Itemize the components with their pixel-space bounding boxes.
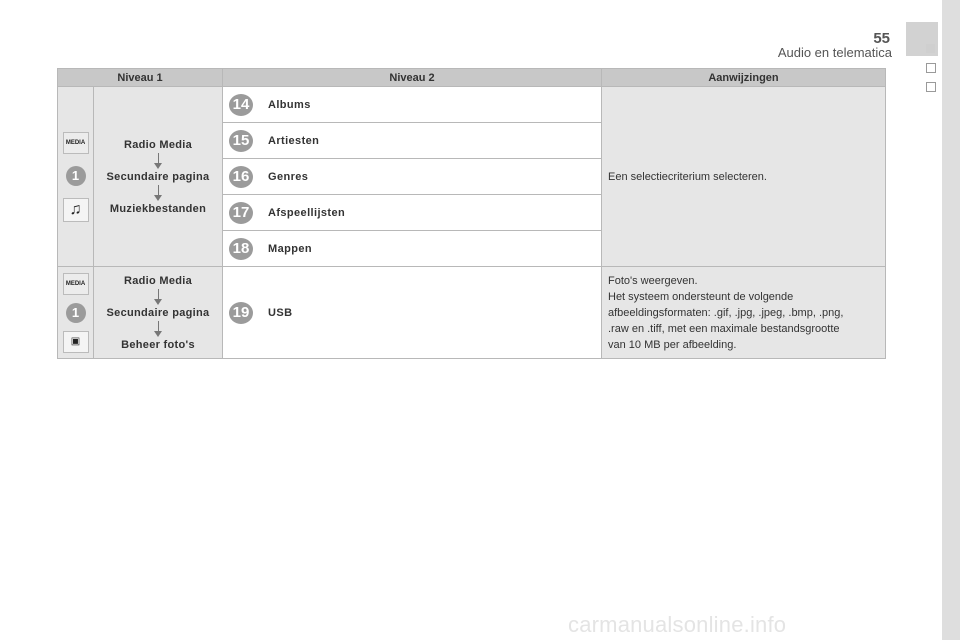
header-row xyxy=(58,69,886,87)
arrow-down-icon xyxy=(94,184,222,202)
table-row xyxy=(58,87,886,123)
item-number-badge: 15 xyxy=(229,130,253,152)
level2-item xyxy=(223,267,602,359)
section-title: Audio en telematica xyxy=(777,45,892,60)
hint-line: afbeeldingsformaten: .gif, .jpg, .jpeg, .bmp, .png, xyxy=(608,306,844,319)
music-note-icon: ♫ xyxy=(63,198,89,222)
page-edge-strip xyxy=(942,0,960,640)
arrow-down-icon xyxy=(94,152,222,170)
path-step: Radio Media xyxy=(123,138,193,151)
level1-path xyxy=(94,267,223,359)
col-header-level1: Niveau 1 xyxy=(58,69,223,87)
level2-label: Genres xyxy=(268,171,309,183)
level1-icons xyxy=(58,267,94,359)
hint-line: Foto's weergeven. xyxy=(608,274,698,287)
level1-icons xyxy=(58,87,94,267)
path-step: Secundaire pagina xyxy=(106,306,210,319)
level2-item xyxy=(223,123,602,159)
media-button-icon: MEDIA xyxy=(63,132,89,154)
item-number-badge: 17 xyxy=(229,202,253,224)
step-number-icon: 1 xyxy=(66,303,86,323)
item-number-badge: 16 xyxy=(229,166,253,188)
step-number-icon: 1 xyxy=(66,166,86,186)
level2-item xyxy=(223,87,602,123)
watermark: carmanualsonline.info xyxy=(568,612,787,637)
level2-item xyxy=(223,231,602,267)
hint-line: Het systeem ondersteunt de volgende xyxy=(608,290,794,303)
media-button-icon: MEDIA xyxy=(63,273,89,295)
level2-label: Albums xyxy=(268,99,311,111)
path-step: Secundaire pagina xyxy=(106,170,210,183)
chapter-marker-filled xyxy=(926,44,935,53)
level2-item xyxy=(223,195,602,231)
level2-label: Artiesten xyxy=(268,135,320,147)
col-header-level2: Niveau 2 xyxy=(223,69,602,87)
level2-label: Mappen xyxy=(268,243,312,255)
page-number: 55 xyxy=(873,30,890,47)
arrow-down-icon xyxy=(94,288,222,306)
menu-table xyxy=(57,68,886,359)
level2-item xyxy=(223,159,602,195)
level2-label: Afspeellijsten xyxy=(268,207,346,219)
arrow-down-icon xyxy=(94,320,222,338)
chapter-marker-empty xyxy=(926,63,936,73)
level1-path xyxy=(94,87,223,267)
path-step: Radio Media xyxy=(123,274,193,287)
item-number-badge: 14 xyxy=(229,94,253,116)
path-step: Muziekbestanden xyxy=(109,202,207,215)
hint-line: .raw en .tiff, met een maximale bestandsgrootte xyxy=(608,322,840,335)
photo-icon: ▣ xyxy=(63,331,89,353)
item-number-badge: 19 xyxy=(229,302,253,324)
item-number-badge: 18 xyxy=(229,238,253,260)
col-header-notes: Aanwijzingen xyxy=(602,69,886,87)
chapter-marker-empty xyxy=(926,82,936,92)
hint-line: van 10 MB per afbeelding. xyxy=(608,338,737,351)
path-step: Beheer foto's xyxy=(121,338,195,351)
level2-label: USB xyxy=(268,307,293,319)
table-row xyxy=(58,267,886,359)
hint-cell: Een selectiecriterium selecteren. xyxy=(602,87,886,267)
hint-cell xyxy=(602,267,886,359)
